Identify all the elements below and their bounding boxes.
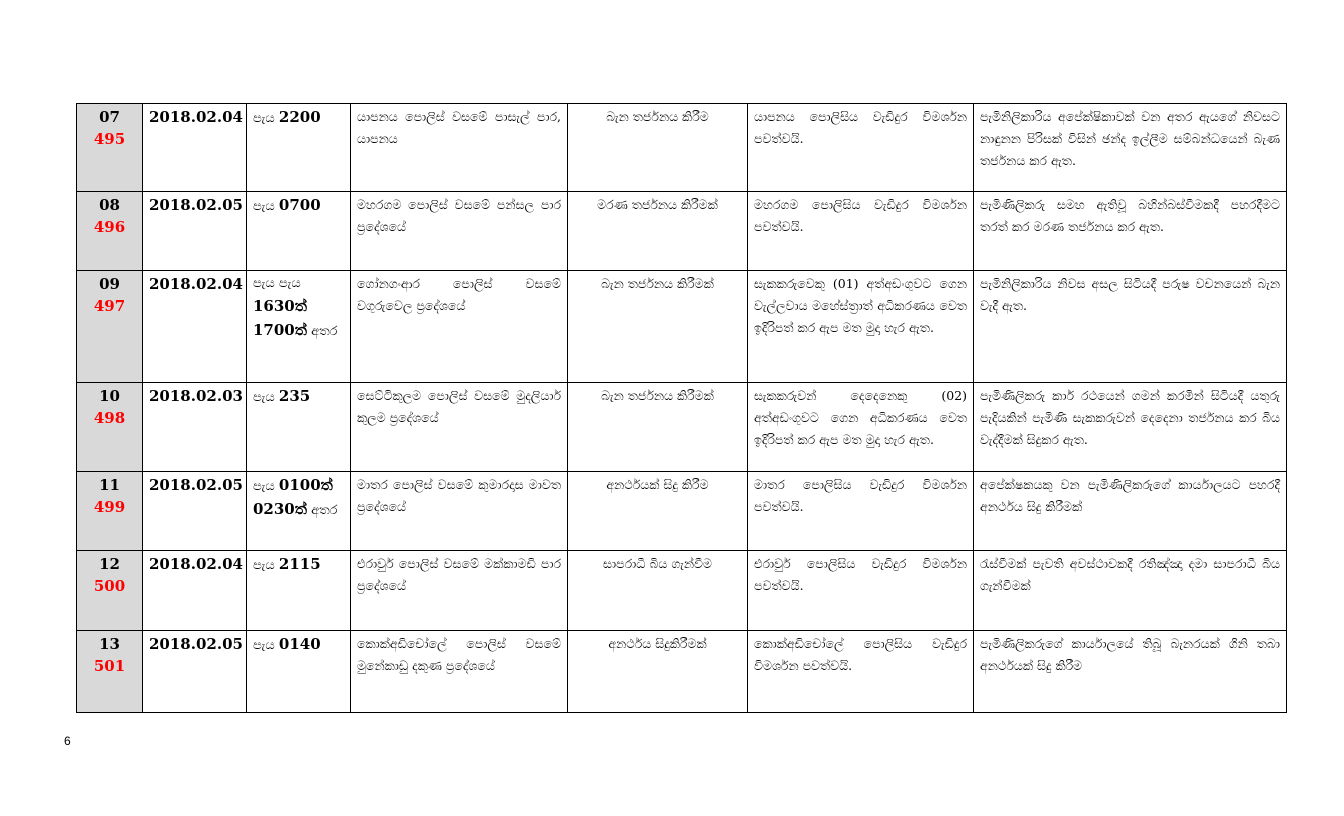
offense-cell: බැන තර්ජනය කිරීමක්: [568, 271, 748, 383]
complaint-id: 500: [93, 577, 126, 595]
date-cell: 2018.02.05: [143, 472, 247, 551]
row-number: 07: [99, 108, 120, 126]
row-number-cell: [77, 192, 143, 271]
complaint-id: 495: [93, 130, 126, 148]
action-cell: මාතර පොලිසිය වැඩිදුර විමර්ශන පවත්වයි.: [748, 472, 974, 551]
time-cell: [247, 271, 351, 383]
description-cell: රැස්වීමක් පැවති අවස්ථාවකදී රතිඤ්ඤා දමා සාපරාධී බිය ගැන්වීමක්: [974, 551, 1287, 631]
time-cell: [247, 383, 351, 472]
location-cell: එරාවුර් පොලිස් වසමේ මක්කාමඩි පාර ප්‍රදේශයේ: [351, 551, 568, 631]
description-cell: අපේක්ෂකයකු වන පැමිණිලිකරුගේ කාර්යාලයට පහරදී අනර්ථය සිදු කිරීමක්: [974, 472, 1287, 551]
complaint-id: 499: [93, 498, 126, 516]
table-row: [77, 104, 1287, 192]
time-prefix: පැය: [253, 199, 275, 214]
location-cell: සෙට්ටිකුලම පොලිස් වසමේ මුදලියාර් කුලම ප්‍රදේශයේ: [351, 383, 568, 472]
row-number: 10: [99, 387, 120, 405]
date-cell: 2018.02.04: [143, 104, 247, 192]
offense-cell: සාපරාධී බිය ගැන්වීම: [568, 551, 748, 631]
row-number: 12: [99, 555, 120, 573]
action-cell: සැකකරුවන් දෙදෙනෙකු (02) අත්අඩංගුවට ගෙන අධිකරණය වෙත ඉදිරිපත් කර ඇප මත මුදා හැර ඇත.: [748, 383, 974, 472]
action-cell: එරාවුර් පොලිසිය වැඩිදුර විමර්ශන පවත්වයි.: [748, 551, 974, 631]
complaint-id: 497: [93, 297, 126, 315]
date-cell: 2018.02.04: [143, 551, 247, 631]
time-prefix: පැය: [253, 390, 275, 405]
row-number: 09: [99, 275, 120, 293]
time-value: 0100ත් 0230ත්: [253, 476, 333, 518]
row-number: 11: [99, 476, 120, 494]
date-cell: 2018.02.05: [143, 631, 247, 713]
complaint-id: 501: [93, 657, 126, 675]
description-cell: පැමිණිලිකරු කාර් රථයෙන් ගමන් කරමින් සිටියදී යතුරු පැදියකින් පැමිණි සැකකරුවන් දෙදෙනා තර්ජනය කර බිය වැද්දීමක් සිදුකර ඇත.: [974, 383, 1287, 472]
offense-cell: මරණ තර්ජනය කිරීමක්: [568, 192, 748, 271]
table-row: [77, 472, 1287, 551]
table-row: [77, 192, 1287, 271]
time-value: 0700: [278, 196, 321, 214]
action-cell: සැකකරුවෙකු (01) අත්අඩංගුවට ගෙන වැල්ලවාය මහේස්ත්‍රාත් අධිකරණය වෙත ඉදිරිපත් කර ඇප මත මුදා හැර ඇත.: [748, 271, 974, 383]
time-value: 0140: [278, 635, 321, 653]
description-cell: පැමිණිලිකරු සමහ ඇතිවූ බහින්බස්වීමකදී පහරදීමට තරත් කර මරණ තර්ජනය කර ඇත.: [974, 192, 1287, 271]
time-cell: [247, 551, 351, 631]
action-cell: කොක්අඩිචෝලේ පොලිසිය වැඩිදුර විමර්ශන පවත්වයි.: [748, 631, 974, 713]
location-cell: ගෝනගංආර පොලිස් වසමේ වගුරුවෙල ප්‍රදේශයේ: [351, 271, 568, 383]
row-number-cell: [77, 104, 143, 192]
time-prefix: පැය: [253, 638, 275, 653]
complaint-id: 498: [93, 409, 126, 427]
time-cell: [247, 631, 351, 713]
description-cell: පැමිනිලිකාරිය නිවස අසල සිටියදී පරුෂ වචනයෙන් බැන වැදී ඇත.: [974, 271, 1287, 383]
row-number-cell: [77, 383, 143, 472]
date-cell: 2018.02.03: [143, 383, 247, 472]
table-row: [77, 383, 1287, 472]
table-row: [77, 631, 1287, 713]
time-extra: අතර: [311, 324, 338, 339]
offense-cell: බැන තර්ජනය කිරීමක්: [568, 383, 748, 472]
time-cell: [247, 472, 351, 551]
date-cell: 2018.02.04: [143, 271, 247, 383]
offense-cell: අනර්ථයක් සිදු කිරීම: [568, 472, 748, 551]
location-cell: යාපනය පොලිස් වසමේ පාසැල් පාර, යාපනය: [351, 104, 568, 192]
action-cell: යාපනය පොලිසිය වැඩිදුර විමර්ශන පවත්වයි.: [748, 104, 974, 192]
time-cell: [247, 104, 351, 192]
time-value: 2115: [278, 555, 321, 573]
time-cell: [247, 192, 351, 271]
offense-cell: බැන තර්ජනය කිරීම: [568, 104, 748, 192]
table-row: [77, 551, 1287, 631]
table-row: [77, 271, 1287, 383]
offense-cell: අනර්ථය සිදුකිරීමක්: [568, 631, 748, 713]
time-extra: අතර: [311, 503, 338, 518]
location-cell: කොක්අඩිචෝලේ පොලිස් වසමේ මුනේකාඩු දකුණ ප්‍රදේශයේ: [351, 631, 568, 713]
time-prefix: පැය පැය: [253, 276, 301, 291]
row-number-cell: [77, 472, 143, 551]
time-prefix: පැය: [253, 111, 275, 126]
row-number-cell: [77, 271, 143, 383]
location-cell: මහරගම පොලිස් වසමේ පන්සල පාර ප්‍රදේශයේ: [351, 192, 568, 271]
row-number-cell: [77, 551, 143, 631]
date-cell: 2018.02.05: [143, 192, 247, 271]
row-number-cell: [77, 631, 143, 713]
row-number: 08: [99, 196, 120, 214]
time-value: 235: [278, 387, 311, 405]
time-prefix: පැය: [253, 479, 275, 494]
time-prefix: පැය: [253, 558, 275, 573]
action-cell: මහරගම පොලිසිය වැඩිදුර විමර්ශන පවත්වයි.: [748, 192, 974, 271]
incident-table: [76, 103, 1287, 713]
time-value: 1630ත් 1700ත්: [253, 297, 307, 339]
row-number: 13: [99, 635, 120, 653]
location-cell: මාතර පොලිස් වසමේ කුමාරදාස මාවත ප්‍රදේශයේ: [351, 472, 568, 551]
time-value: 2200: [278, 108, 321, 126]
description-cell: පැමිනිලිකාරිය අපේක්ෂිකාවක් වන අතර ඇයගේ නිවසට නාඳුනන පිරිසක් විසින් ඡන්ද ඉල්ලීම සම්බන්ධයෙන් බැණ තර්ජනය කර ඇත.: [974, 104, 1287, 192]
description-cell: පැමිණිලිකරුගේ කාර්යාලයේ තිබූ බැනරයක් ගිනි තබා අනර්ථයක් සිදු කිරීම: [974, 631, 1287, 713]
page-number: 6: [64, 734, 71, 748]
complaint-id: 496: [93, 218, 126, 236]
